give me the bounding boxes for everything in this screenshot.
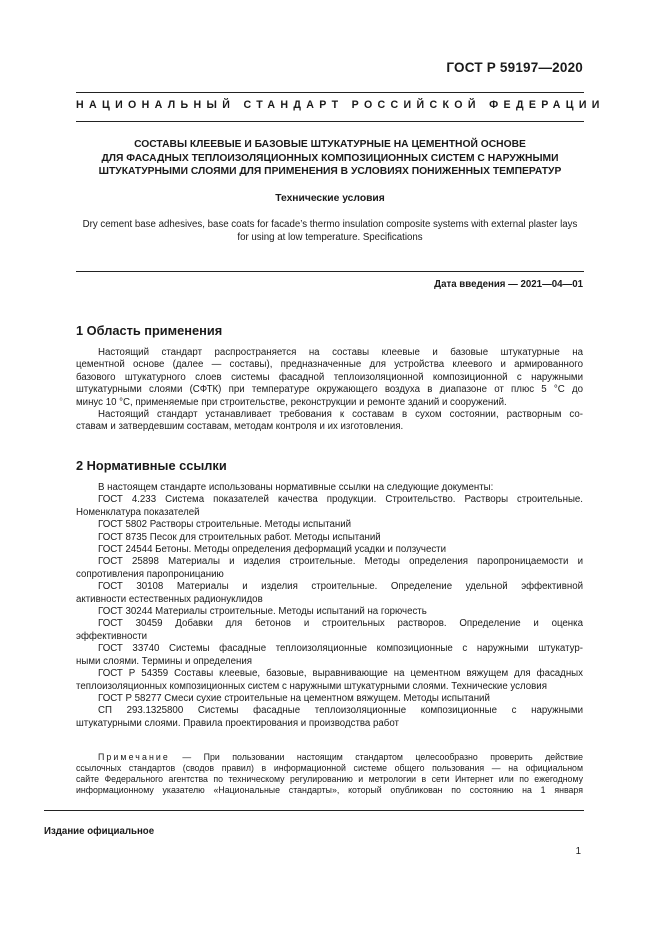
doc-number: ГОСТ Р 59197—2020 (446, 60, 583, 75)
reference-line: ГОСТ 30459 Добавки для бетонов и строительных растворов. Определение и оценка (98, 618, 583, 630)
paragraph-line: штукатурными слоями (СФТК) при температуре окружающего воздуха в диапазоне от плюс 5 °С до (76, 384, 583, 396)
top-divider (76, 92, 584, 93)
reference-line: ГОСТ 4.233 Система показателей качества продукции. Строительство. Растворы строительные. (98, 494, 583, 506)
introduction-date: Дата введения — 2021—04—01 (434, 279, 583, 290)
note-line: ссылочных стандартов (сводов правил) в информационной системе общего пользования — на официальном (76, 763, 583, 773)
reference-line: ными слоями. Термины и определения (76, 655, 253, 667)
note-text: — При пользовании настоящим стандартом целесообразно проверить действие (169, 752, 583, 762)
reference-line: ГОСТ 30244 Материалы строительные. Методы испытаний на горючесть (98, 606, 427, 618)
reference-line: ГОСТ 33740 Системы фасадные теплоизоляционные композиционные с наружными штукатур- (98, 643, 583, 655)
reference-line: В настоящем стандарте использованы нормативные ссылки на следующие документы: (98, 482, 494, 493)
reference-line: ГОСТ Р 58277 Смеси сухие строительные на цементном вяжущем. Методы испытаний (98, 692, 490, 704)
footer-divider (44, 810, 584, 811)
national-standard-heading: НАЦИОНАЛЬНЫЙ СТАНДАРТ РОССИЙСКОЙ ФЕДЕРАЦИИ (76, 99, 605, 111)
paragraph-line: базового штукатурного слоев системы фасадной теплоизоляционной композиционной с наружными (76, 371, 583, 383)
reference-line: ГОСТ 8735 Песок для строительных работ. Методы испытаний (98, 531, 381, 543)
reference-line: ГОСТ 5802 Растворы строительные. Методы испытаний (98, 519, 352, 531)
document-subtitle: Технические условия (275, 193, 385, 204)
reference-line: штукатурными слоями. Правила проектирования и производства работ (76, 717, 399, 729)
reference-line: активности естественных радионуклидов (76, 593, 263, 605)
note-label: Примечание (98, 752, 170, 762)
reference-line: эффективности (76, 630, 148, 642)
section-2-heading: 2 Нормативные ссылки (76, 458, 227, 473)
section-1-body (76, 347, 583, 434)
note-line: информационному указателю «Национальные стандарты», который опубликован по состоянию на 1 января (76, 785, 583, 795)
paragraph-line: минус 10 °С, применяемые при строительстве, реконструкции и ремонте зданий и сооружений. (76, 396, 507, 408)
title-line: ДЛЯ ФАСАДНЫХ ТЕПЛОИЗОЛЯЦИОННЫХ КОМПОЗИЦИОННЫХ СИСТЕМ С НАРУЖНЫМИ (101, 152, 559, 164)
title-line: СОСТАВЫ КЛЕЕВЫЕ И БАЗОВЫЕ ШТУКАТУРНЫЕ НА ЦЕМЕНТНОЙ ОСНОВЕ (134, 139, 526, 150)
reference-line: СП 293.1325800 Системы фасадные теплоизоляционные композиционные с наружными (98, 705, 583, 717)
reference-line: ГОСТ Р 54359 Составы клеевые, базовые, выравнивающие на цементном вяжущем для фасадных (98, 668, 583, 680)
official-edition-label: Издание официальное (44, 826, 155, 837)
reference-line: ГОСТ 25898 Материалы и изделия строительные. Методы определения паропроницаемости и (98, 556, 583, 568)
note-first-line (76, 752, 583, 763)
paragraph-line: цементной основе (далее — составы), предназначенные для устройства клеевого и армированного (76, 359, 583, 371)
date-divider (76, 271, 584, 272)
paragraph-line: Настоящий стандарт устанавливает требования к составам в сухом состоянии, растворным со- (98, 409, 583, 421)
paragraph-line: ставам и затвердевшим составам, методам контроля и их изготовления. (76, 421, 404, 433)
note-line: сайте Федерального агентства по техническому регулированию и метрологии в сети Интернет или по ежегодному (76, 774, 583, 784)
title-line: ШТУКАТУРНЫМИ СЛОЯМИ ДЛЯ ПРИМЕНЕНИЯ В УСЛОВИЯХ ПОНИЖЕННЫХ ТЕМПЕРАТУР (98, 166, 562, 177)
reference-line: сопротивления паропроницанию (76, 568, 224, 580)
note-block (76, 752, 583, 796)
english-title-line: for using at low temperature. Specifications (237, 231, 423, 243)
section-1-heading: 1 Область применения (76, 323, 223, 338)
paragraph-line: Настоящий стандарт распространяется на составы клеевые и базовые штукатурные на (98, 347, 583, 358)
reference-line: ГОСТ 24544 Бетоны. Методы определения деформаций усадки и ползучести (98, 544, 447, 556)
section-2-body (76, 482, 583, 730)
document-title (60, 138, 600, 179)
heading-divider (76, 121, 584, 122)
english-title (60, 219, 600, 244)
page-number: 1 (575, 846, 581, 857)
reference-line: Номенклатура показателей (76, 506, 200, 518)
english-title-line: Dry cement base adhesives, base coats for facade’s thermo insulation composite systems with external plaster lays (82, 219, 578, 230)
reference-line: теплоизоляционных композиционных систем с наружными штукатурными слоями. Технические условия (76, 680, 547, 692)
reference-line: ГОСТ 30108 Материалы и изделия строительные. Определение удельной эффективной (98, 581, 583, 593)
